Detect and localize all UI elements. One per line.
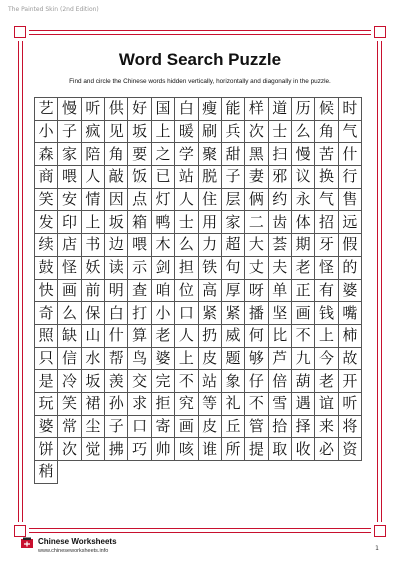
grid-cell[interactable]: 听: [82, 98, 105, 121]
grid-cell[interactable]: 婆: [339, 280, 362, 303]
grid-cell[interactable]: 位: [175, 280, 198, 303]
grid-cell[interactable]: 正: [292, 280, 315, 303]
grid-cell[interactable]: 坂: [128, 121, 151, 144]
grid-cell[interactable]: 读: [105, 257, 128, 280]
grid-cell[interactable]: 大: [245, 234, 268, 257]
grid-cell[interactable]: 示: [128, 257, 151, 280]
grid-cell[interactable]: 倍: [269, 370, 292, 393]
grid-cell[interactable]: 笑: [58, 393, 81, 416]
grid-cell[interactable]: 力: [199, 234, 222, 257]
grid-cell[interactable]: 陪: [82, 143, 105, 166]
brand-name: Chinese Worksheets: [38, 537, 117, 546]
grid-cell[interactable]: 么: [292, 121, 315, 144]
grid-cell[interactable]: 安: [58, 189, 81, 212]
grid-cell[interactable]: 子: [58, 121, 81, 144]
grid-cell[interactable]: 期: [292, 234, 315, 257]
grid-cell[interactable]: 开: [339, 370, 362, 393]
grid-cell[interactable]: 苦: [315, 143, 338, 166]
grid-cell[interactable]: 完: [152, 370, 175, 393]
grid-cell[interactable]: 画: [175, 416, 198, 439]
grid-cell[interactable]: 水: [82, 348, 105, 371]
grid-cell[interactable]: 老: [292, 257, 315, 280]
grid-cell[interactable]: 缺: [58, 325, 81, 348]
grid-cell[interactable]: 听: [339, 393, 362, 416]
grid-cell[interactable]: 见: [105, 121, 128, 144]
grid-cell[interactable]: 婆: [35, 416, 58, 439]
grid-cell[interactable]: 山: [82, 325, 105, 348]
grid-cell[interactable]: 已: [152, 166, 175, 189]
grid-cell[interactable]: 学: [175, 143, 198, 166]
grid-cell[interactable]: 子: [105, 416, 128, 439]
grid-cell[interactable]: 铁: [199, 257, 222, 280]
grid-cell[interactable]: 妻: [245, 166, 268, 189]
grid-cell[interactable]: 能: [222, 98, 245, 121]
grid-cell[interactable]: 将: [339, 416, 362, 439]
grid-cell[interactable]: 提: [245, 438, 268, 461]
grid-cell[interactable]: 比: [269, 325, 292, 348]
grid-cell[interactable]: 喂: [128, 234, 151, 257]
grid-cell[interactable]: 玩: [35, 393, 58, 416]
grid-cell[interactable]: 威: [222, 325, 245, 348]
grid-cell[interactable]: 笑: [35, 189, 58, 212]
grid-cell[interactable]: 家: [58, 143, 81, 166]
grid-cell[interactable]: 坂: [82, 370, 105, 393]
grid-cell[interactable]: 老: [152, 325, 175, 348]
grid-cell[interactable]: 行: [339, 166, 362, 189]
grid-cell[interactable]: 题: [222, 348, 245, 371]
grid-cell[interactable]: 森: [35, 143, 58, 166]
grid-cell[interactable]: 不: [175, 370, 198, 393]
grid-cell[interactable]: 瘦: [199, 98, 222, 121]
grid-cell[interactable]: 站: [199, 370, 222, 393]
grid-cell[interactable]: 约: [269, 189, 292, 212]
grid-cell[interactable]: 芦: [269, 348, 292, 371]
grid-cell[interactable]: 箱: [128, 211, 151, 234]
grid-cell[interactable]: 资: [339, 438, 362, 461]
grid-cell[interactable]: 帅: [152, 438, 175, 461]
grid-cell[interactable]: 次: [58, 438, 81, 461]
grid-cell[interactable]: 小: [35, 121, 58, 144]
grid-cell[interactable]: 拾: [269, 416, 292, 439]
grid-cell[interactable]: 故: [339, 348, 362, 371]
grid-cell[interactable]: 换: [315, 166, 338, 189]
grid-cell[interactable]: 谊: [315, 393, 338, 416]
grid-cell[interactable]: 收: [292, 438, 315, 461]
grid-cell[interactable]: 俩: [245, 189, 268, 212]
grid-cell[interactable]: 谁: [199, 438, 222, 461]
grid-cell[interactable]: 高: [199, 280, 222, 303]
grid-cell[interactable]: 紧: [222, 302, 245, 325]
corner-ornament-icon: [11, 23, 29, 41]
grid-cell[interactable]: 发: [35, 211, 58, 234]
grid-cell[interactable]: 永: [292, 189, 315, 212]
grid-cell[interactable]: 画: [292, 302, 315, 325]
grid-cell[interactable]: 坚: [269, 302, 292, 325]
grid-cell[interactable]: 议: [292, 166, 315, 189]
grid-cell[interactable]: 道: [269, 98, 292, 121]
grid-cell[interactable]: 来: [315, 416, 338, 439]
grid-cell[interactable]: 婆: [152, 348, 175, 371]
grid-cell[interactable]: 坂: [105, 211, 128, 234]
grid-cell[interactable]: 脱: [199, 166, 222, 189]
grid-cell[interactable]: 疯: [82, 121, 105, 144]
grid-cell[interactable]: 单: [269, 280, 292, 303]
grid-cell[interactable]: 样: [245, 98, 268, 121]
grid-cell[interactable]: 书: [82, 234, 105, 257]
grid-cell[interactable]: 等: [199, 393, 222, 416]
grid-cell[interactable]: 售: [339, 189, 362, 212]
grid-cell[interactable]: 印: [58, 211, 81, 234]
grid-cell[interactable]: 快: [35, 280, 58, 303]
grid-cell[interactable]: 用: [199, 211, 222, 234]
grid-cell[interactable]: 白: [105, 302, 128, 325]
grid-cell[interactable]: 何: [245, 325, 268, 348]
grid-cell[interactable]: 巧: [128, 438, 151, 461]
grid-cell[interactable]: 孙: [105, 393, 128, 416]
header-note: The Painted Skin (2nd Edition): [8, 6, 99, 13]
grid-cell[interactable]: 假: [339, 234, 362, 257]
grid-cell[interactable]: 历: [292, 98, 315, 121]
grid-cell[interactable]: 人: [175, 325, 198, 348]
grid-cell[interactable]: 查: [128, 280, 151, 303]
instructions: Find and circle the Chinese words hidden vertically, horizontally and diagonally in the puzzle.: [69, 78, 331, 85]
grid-cell[interactable]: 边: [105, 234, 128, 257]
grid-cell[interactable]: 饭: [128, 166, 151, 189]
grid-cell[interactable]: 饼: [35, 438, 58, 461]
grid-cell[interactable]: 信: [58, 348, 81, 371]
grid-cell[interactable]: 鸭: [152, 211, 175, 234]
grid-cell[interactable]: 夫: [269, 257, 292, 280]
grid-cell[interactable]: 冷: [58, 370, 81, 393]
grid-cell[interactable]: 画: [58, 280, 81, 303]
grid-cell[interactable]: 必: [315, 438, 338, 461]
grid-cell[interactable]: 什: [339, 143, 362, 166]
grid-cell[interactable]: 奇: [35, 302, 58, 325]
grid-cell[interactable]: 只: [35, 348, 58, 371]
grid-cell[interactable]: 人: [175, 189, 198, 212]
grid-cell[interactable]: 刷: [199, 121, 222, 144]
grid-cell[interactable]: 站: [175, 166, 198, 189]
grid-cell[interactable]: 打: [128, 302, 151, 325]
grid-cell[interactable]: 二: [245, 211, 268, 234]
grid-cell[interactable]: 紧: [199, 302, 222, 325]
grid-cell[interactable]: 担: [175, 257, 198, 280]
brand-url[interactable]: www.chineseworksheets.info: [38, 548, 109, 554]
grid-cell[interactable]: 慢: [58, 98, 81, 121]
grid-cell[interactable]: 角: [315, 121, 338, 144]
grid-cell[interactable]: 齿: [269, 211, 292, 234]
grid-cell[interactable]: 人: [82, 166, 105, 189]
grid-cell[interactable]: 邪: [269, 166, 292, 189]
grid-cell[interactable]: 超: [222, 234, 245, 257]
grid-cell[interactable]: 是: [35, 370, 58, 393]
grid-cell[interactable]: 口: [128, 416, 151, 439]
chinese-worksheets-logo-icon: [20, 537, 34, 549]
grid-cell[interactable]: 播: [245, 302, 268, 325]
grid-cell[interactable]: 钱: [315, 302, 338, 325]
grid-cell[interactable]: 算: [128, 325, 151, 348]
grid-cell[interactable]: 扔: [199, 325, 222, 348]
grid-cell[interactable]: 角: [105, 143, 128, 166]
grid-cell[interactable]: 保: [82, 302, 105, 325]
grid-cell[interactable]: 咱: [152, 280, 175, 303]
grid-cell[interactable]: 交: [128, 370, 151, 393]
grid-cell[interactable]: 慢: [292, 143, 315, 166]
grid-cell[interactable]: 帮: [105, 348, 128, 371]
grid-cell[interactable]: 士: [269, 121, 292, 144]
grid-cell[interactable]: 究: [175, 393, 198, 416]
grid-cell[interactable]: 层: [222, 189, 245, 212]
grid-cell[interactable]: 上: [152, 121, 175, 144]
grid-cell[interactable]: 士: [175, 211, 198, 234]
corner-ornament-icon: [371, 23, 389, 41]
grid-cell[interactable]: 拂: [105, 438, 128, 461]
grid-cell[interactable]: 择: [292, 416, 315, 439]
grid-cell[interactable]: 小: [152, 302, 175, 325]
grid-cell[interactable]: 咳: [175, 438, 198, 461]
grid-cell[interactable]: 丈: [245, 257, 268, 280]
grid-cell[interactable]: 前: [82, 280, 105, 303]
grid-cell[interactable]: 句: [222, 257, 245, 280]
grid-cell[interactable]: 木: [152, 234, 175, 257]
grid-cell[interactable]: 住: [199, 189, 222, 212]
grid-cell[interactable]: 牙: [315, 234, 338, 257]
grid-cell[interactable]: 艺: [35, 98, 58, 121]
grid-cell[interactable]: 上: [315, 325, 338, 348]
grid-cell[interactable]: 所: [222, 438, 245, 461]
grid-cell[interactable]: 今: [315, 348, 338, 371]
grid-cell[interactable]: 暖: [175, 121, 198, 144]
grid-cell[interactable]: 聚: [199, 143, 222, 166]
grid-cell[interactable]: 厚: [222, 280, 245, 303]
grid-cell[interactable]: 怪: [315, 257, 338, 280]
grid-cell[interactable]: 家: [222, 211, 245, 234]
grid-cell[interactable]: 尘: [82, 416, 105, 439]
grid-cell[interactable]: 什: [105, 325, 128, 348]
grid-cell[interactable]: 荟: [269, 234, 292, 257]
grid-cell[interactable]: 上: [175, 348, 198, 371]
page-title: Word Search Puzzle: [118, 50, 282, 69]
grid-cell[interactable]: 老: [315, 370, 338, 393]
grid-cell[interactable]: 柿: [339, 325, 362, 348]
grid-cell[interactable]: 体: [292, 211, 315, 234]
grid-cell[interactable]: 兵: [222, 121, 245, 144]
grid-cell[interactable]: 鼓: [35, 257, 58, 280]
grid-cell[interactable]: 剑: [152, 257, 175, 280]
grid-cell[interactable]: 要: [128, 143, 151, 166]
grid-cell[interactable]: 稍: [35, 461, 58, 484]
grid-cell[interactable]: 口: [175, 302, 198, 325]
grid-cell[interactable]: 国: [152, 98, 175, 121]
grid-cell[interactable]: 情: [82, 189, 105, 212]
grid-cell[interactable]: 因: [105, 189, 128, 212]
grid-cell[interactable]: 裙: [82, 393, 105, 416]
grid-cell[interactable]: 丘: [222, 416, 245, 439]
grid-cell[interactable]: 远: [339, 211, 362, 234]
grid-cell[interactable]: 寄: [152, 416, 175, 439]
grid-cell[interactable]: 甜: [222, 143, 245, 166]
page-number: 1: [375, 545, 379, 552]
grid-cell[interactable]: 照: [35, 325, 58, 348]
grid-cell[interactable]: 皮: [199, 348, 222, 371]
grid-cell[interactable]: 扫: [269, 143, 292, 166]
grid-cell[interactable]: 遇: [292, 393, 315, 416]
grid-cell[interactable]: 上: [82, 211, 105, 234]
grid-cell[interactable]: 不: [292, 325, 315, 348]
grid-cell[interactable]: 呀: [245, 280, 268, 303]
grid-cell[interactable]: 么: [175, 234, 198, 257]
grid-cell[interactable]: 礼: [222, 393, 245, 416]
grid-cell[interactable]: 皮: [199, 416, 222, 439]
grid-cell[interactable]: 候: [315, 98, 338, 121]
grid-cell[interactable]: 仔: [245, 370, 268, 393]
grid-cell[interactable]: 拒: [152, 393, 175, 416]
grid-cell[interactable]: 常: [58, 416, 81, 439]
corner-ornament-icon: [371, 522, 389, 540]
grid-cell[interactable]: 管: [245, 416, 268, 439]
grid-cell[interactable]: 不: [245, 393, 268, 416]
grid-cell[interactable]: 觉: [82, 438, 105, 461]
word-search-grid: [34, 97, 362, 484]
grid-cell[interactable]: 子: [222, 166, 245, 189]
grid-cell[interactable]: 续: [35, 234, 58, 257]
grid-cell[interactable]: 象: [222, 370, 245, 393]
grid-cell[interactable]: 够: [245, 348, 268, 371]
grid-cell[interactable]: 有: [315, 280, 338, 303]
grid-cell[interactable]: 气: [339, 121, 362, 144]
grid-cell[interactable]: 雪: [269, 393, 292, 416]
grid-cell[interactable]: 黑: [245, 143, 268, 166]
grid-cell[interactable]: 招: [315, 211, 338, 234]
grid-cell[interactable]: 怪: [58, 257, 81, 280]
grid-cell[interactable]: 好: [128, 98, 151, 121]
grid-cell[interactable]: 取: [269, 438, 292, 461]
grid-cell[interactable]: 妖: [82, 257, 105, 280]
grid-cell[interactable]: 么: [58, 302, 81, 325]
grid-cell[interactable]: 点: [128, 189, 151, 212]
grid-cell[interactable]: 羡: [105, 370, 128, 393]
grid-cell[interactable]: 之: [152, 143, 175, 166]
grid-cell[interactable]: 鸟: [128, 348, 151, 371]
grid-cell[interactable]: 时: [339, 98, 362, 121]
grid-cell[interactable]: 气: [315, 189, 338, 212]
grid-cell[interactable]: 求: [128, 393, 151, 416]
grid-cell[interactable]: 供: [105, 98, 128, 121]
grid-cell[interactable]: 明: [105, 280, 128, 303]
grid-cell[interactable]: 嘴: [339, 302, 362, 325]
grid-cell[interactable]: 葫: [292, 370, 315, 393]
grid-cell[interactable]: 敲: [105, 166, 128, 189]
grid-cell[interactable]: 商: [35, 166, 58, 189]
grid-cell[interactable]: 白: [175, 98, 198, 121]
grid-cell[interactable]: 喂: [58, 166, 81, 189]
grid-cell[interactable]: 灯: [152, 189, 175, 212]
grid-cell[interactable]: 九: [292, 348, 315, 371]
grid-cell[interactable]: 的: [339, 257, 362, 280]
grid-cell[interactable]: 次: [245, 121, 268, 144]
grid-cell[interactable]: 店: [58, 234, 81, 257]
